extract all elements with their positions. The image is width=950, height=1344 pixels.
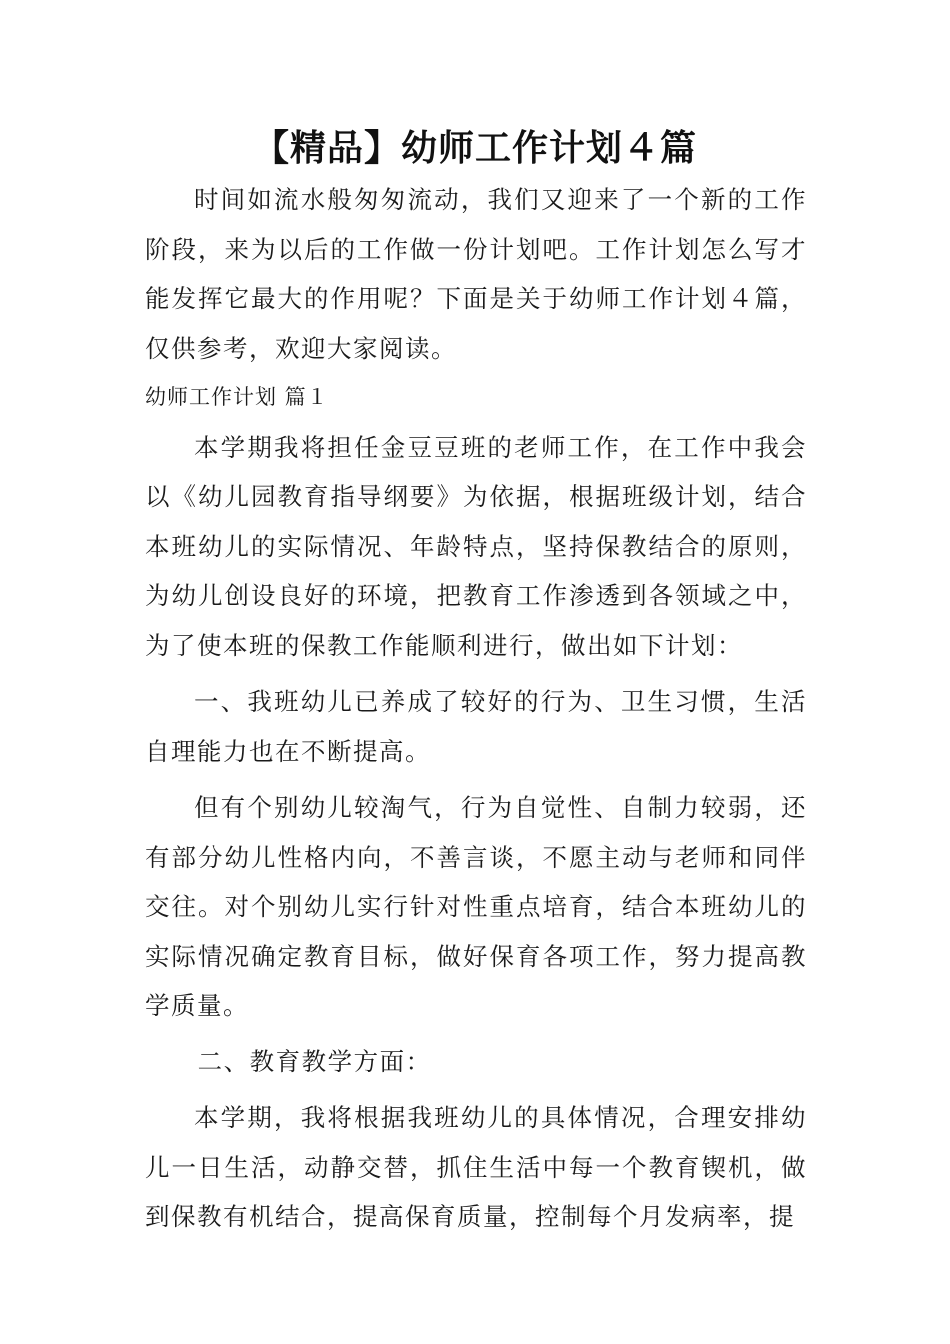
- body-paragraph-4: 本学期，我将根据我班幼儿的具体情况，合理安排幼儿一日生活，动静交替，抓住生活中每一个教育锲机，做到保教有机结合，提高保育质量，控制每个月发病率，提: [145, 1103, 807, 1231]
- intro-paragraph: 时间如流水般匆匆流动，我们又迎来了一个新的工作阶段，来为以后的工作做一份计划吧。工作计划怎么写才能发挥它最大的作用呢？下面是关于幼师工作计划４篇，仅供参考，欢迎大家阅读。: [145, 185, 807, 363]
- document-title: 【精品】幼师工作计划４篇: [252, 128, 697, 169]
- subsection-heading: 二、教育教学方面：: [197, 1046, 432, 1076]
- body-paragraph-3: 但有个别幼儿较淘气，行为自觉性、自制力较弱，还有部分幼儿性格内向，不善言谈，不愿主动与老师和同伴交往。对个别幼儿实行针对性重点培育，结合本班幼儿的实际情况确定教育目标，做好保育各项工作，努力提高教学质量。: [145, 793, 807, 1020]
- section-heading: 幼师工作计划 篇１: [145, 385, 329, 409]
- document-body: [145, 175, 807, 1242]
- body-paragraph-1: 本学期我将担任金豆豆班的老师工作，在工作中我会以《幼儿园教育指导纲要》为依据，根据班级计划，结合本班幼儿的实际情况、年龄特点，坚持保教结合的原则，为幼儿创设良好的环境，把教育工作渗透到各领域之中，为了使本班的保教工作能顺利进行，做出如下计划：: [145, 432, 807, 660]
- body-paragraph-2: 一、我班幼儿已养成了较好的行为、卫生习惯，生活自理能力也在不断提高。: [145, 687, 807, 766]
